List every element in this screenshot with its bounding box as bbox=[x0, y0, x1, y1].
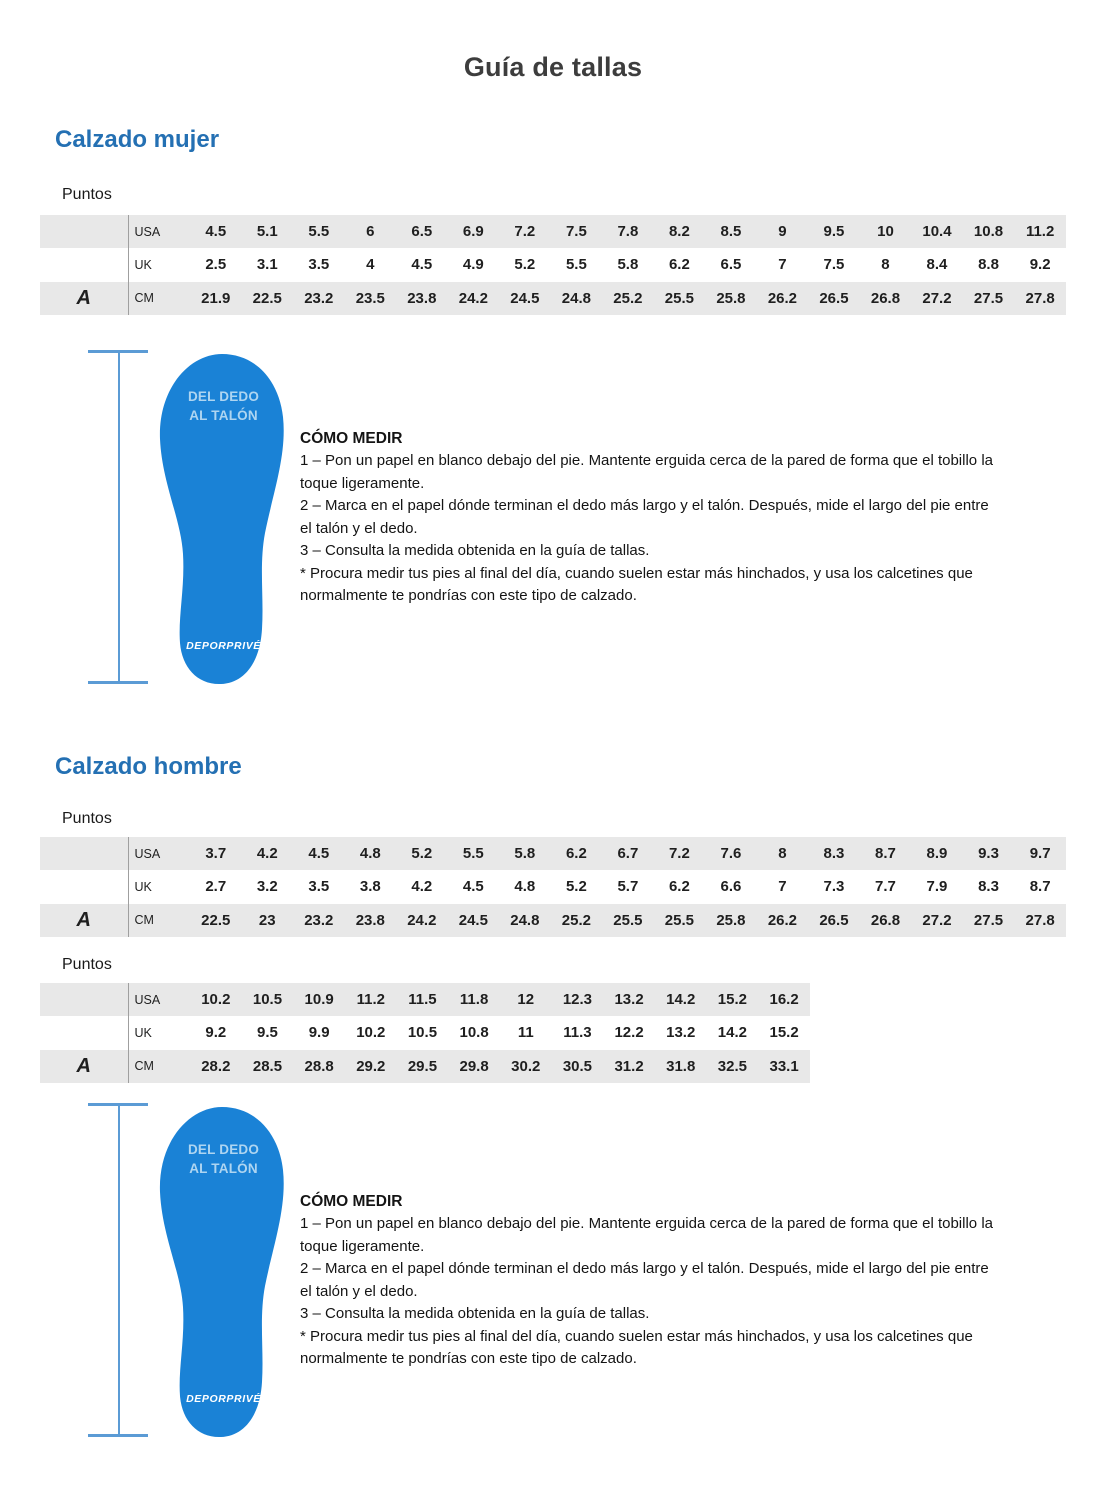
size-value-cell: 11.3 bbox=[563, 1024, 592, 1042]
size-value-cell: 25.8 bbox=[716, 911, 746, 929]
corner-label-a: A bbox=[40, 904, 128, 937]
size-value-cell: 26.5 bbox=[819, 911, 849, 929]
foot-measure-label-line1: DEL DEDO bbox=[187, 1142, 260, 1157]
size-value-cell: 25.2 bbox=[613, 289, 643, 307]
measure-line-vertical bbox=[118, 352, 120, 682]
row-label: UK bbox=[134, 1025, 152, 1040]
size-value-cell: 5.5 bbox=[308, 223, 330, 241]
size-value-cell: 9.9 bbox=[308, 1024, 330, 1042]
size-value-cell: 26.8 bbox=[870, 289, 901, 307]
size-value-cell: 3.5 bbox=[308, 256, 330, 274]
size-value-cell: 10.2 bbox=[356, 1024, 386, 1042]
size-value-cell: 9.5 bbox=[257, 1024, 278, 1042]
size-value-cell: 7.2 bbox=[668, 845, 690, 863]
foot-diagram-mujer bbox=[88, 348, 298, 688]
size-value-cell: 3.1 bbox=[256, 256, 278, 274]
size-value-cell: 8.3 bbox=[823, 845, 845, 863]
size-value-cell: 8 bbox=[778, 845, 787, 863]
size-value-cell: 15.2 bbox=[769, 1024, 799, 1042]
foot-measure-label-line2: AL TALÓN bbox=[189, 1161, 258, 1176]
size-value-cell: 31.8 bbox=[666, 1057, 696, 1075]
size-table-mujer bbox=[40, 215, 1066, 315]
size-value-cell: 13.2 bbox=[614, 991, 644, 1009]
size-value-cell: 24.5 bbox=[458, 911, 488, 929]
foot-measure-label-line2: AL TALÓN bbox=[189, 408, 258, 423]
measure-line-vertical bbox=[118, 1105, 120, 1435]
points-label-mujer: Puntos bbox=[62, 186, 112, 203]
row-label: USA bbox=[134, 846, 161, 861]
size-value-cell: 6.7 bbox=[617, 845, 639, 863]
size-value-cell: 7.7 bbox=[875, 878, 896, 896]
size-value-cell: 23.8 bbox=[407, 289, 437, 307]
size-value-cell: 29.2 bbox=[356, 1057, 386, 1075]
table-row bbox=[40, 904, 1066, 937]
size-value-cell: 9.2 bbox=[1029, 256, 1051, 274]
size-table bbox=[40, 215, 1066, 315]
size-value-cell: 26.5 bbox=[819, 289, 849, 307]
size-value-cell: 8.7 bbox=[875, 845, 896, 863]
foot-diagram-hombre bbox=[88, 1101, 298, 1441]
size-value-cell: 27.5 bbox=[973, 289, 1004, 307]
page-title: Guía de tallas bbox=[463, 52, 643, 82]
row-label: USA bbox=[134, 224, 161, 239]
foot-measure-label bbox=[152, 387, 295, 425]
size-value-cell: 11.8 bbox=[459, 991, 489, 1009]
foot-measure-label bbox=[152, 1140, 295, 1178]
size-value-cell: 7 bbox=[778, 256, 787, 274]
size-value-cell: 9.5 bbox=[823, 223, 845, 241]
size-value-cell: 7.9 bbox=[926, 878, 948, 896]
table-row bbox=[40, 1016, 810, 1049]
size-value-cell: 10.8 bbox=[459, 1024, 489, 1042]
size-value-cell: 10 bbox=[877, 223, 894, 241]
size-value-cell: 7.2 bbox=[514, 223, 536, 241]
size-table-hombre-2 bbox=[40, 983, 810, 1083]
size-value-cell: 25.8 bbox=[716, 289, 746, 307]
corner-label-a: A bbox=[40, 282, 128, 315]
size-value-cell: 6.2 bbox=[565, 845, 587, 863]
size-value-cell: 4.2 bbox=[411, 878, 433, 896]
section-heading-hombre: Calzado hombre bbox=[55, 753, 242, 780]
corner-cell bbox=[40, 983, 128, 1016]
size-value-cell: 8.5 bbox=[720, 223, 742, 241]
table-row bbox=[40, 282, 1066, 315]
size-value-cell: 32.5 bbox=[717, 1057, 747, 1075]
size-value-cell: 4 bbox=[366, 256, 375, 274]
points-label-hombre-2: Puntos bbox=[62, 956, 112, 973]
size-value-cell: 23.2 bbox=[304, 289, 334, 307]
size-value-cell: 8.7 bbox=[1029, 878, 1051, 896]
size-value-cell: 11.2 bbox=[356, 991, 385, 1009]
section-heading-mujer: Calzado mujer bbox=[55, 126, 220, 153]
size-value-cell: 10.8 bbox=[973, 223, 1004, 241]
size-value-cell: 8 bbox=[881, 256, 890, 274]
size-value-cell: 7.6 bbox=[720, 845, 742, 863]
how-to-measure-step-3: 3 – Consulta la medida obtenida en la guía de tallas. bbox=[300, 542, 650, 559]
size-value-cell: 7.3 bbox=[823, 878, 845, 896]
size-value-cell: 4.5 bbox=[462, 878, 484, 896]
size-value-cell: 25.5 bbox=[613, 911, 643, 929]
size-value-cell: 5.1 bbox=[256, 223, 278, 241]
size-value-cell: 25.2 bbox=[561, 911, 591, 929]
corner-cell bbox=[40, 837, 128, 870]
size-value-cell: 4.5 bbox=[308, 845, 330, 863]
size-table bbox=[40, 837, 1066, 937]
size-value-cell: 30.2 bbox=[511, 1057, 541, 1075]
size-value-cell: 5.2 bbox=[411, 845, 433, 863]
size-value-cell: 11 bbox=[517, 1024, 534, 1042]
size-value-cell: 5.2 bbox=[514, 256, 536, 274]
size-value-cell: 12 bbox=[517, 991, 535, 1009]
size-value-cell: 26.2 bbox=[767, 911, 798, 929]
measure-line-bottom-cap bbox=[88, 681, 148, 684]
size-value-cell: 8.8 bbox=[978, 256, 999, 274]
size-value-cell: 16.2 bbox=[769, 991, 799, 1009]
size-value-cell: 24.8 bbox=[561, 289, 591, 307]
size-value-cell: 23 bbox=[258, 911, 276, 929]
size-value-cell: 3.2 bbox=[256, 878, 278, 896]
size-value-cell: 28.8 bbox=[304, 1057, 334, 1075]
size-value-cell: 23.5 bbox=[355, 289, 385, 307]
size-value-cell: 15.2 bbox=[717, 991, 747, 1009]
size-value-cell: 6.5 bbox=[720, 256, 742, 274]
row-label: CM bbox=[134, 913, 154, 928]
size-value-cell: 4.5 bbox=[411, 256, 433, 274]
foot-measure-label-line1: DEL DEDO bbox=[187, 389, 260, 404]
corner-cell bbox=[40, 215, 128, 248]
corner-cell bbox=[40, 248, 128, 281]
table-row bbox=[40, 215, 1066, 248]
size-value-cell: 7 bbox=[778, 878, 787, 896]
size-value-cell: 29.8 bbox=[459, 1057, 489, 1075]
size-value-cell: 10.9 bbox=[304, 991, 334, 1009]
size-value-cell: 5.8 bbox=[514, 845, 536, 863]
size-value-cell: 8.9 bbox=[926, 845, 948, 863]
size-value-cell: 33.1 bbox=[769, 1057, 799, 1075]
size-value-cell: 11.2 bbox=[1025, 223, 1055, 241]
size-value-cell: 11.5 bbox=[408, 991, 437, 1009]
size-value-cell: 24.8 bbox=[510, 911, 540, 929]
size-value-cell: 21.9 bbox=[201, 289, 231, 307]
size-value-cell: 10.5 bbox=[252, 991, 283, 1009]
corner-label-a: A bbox=[40, 1050, 128, 1083]
size-value-cell: 5.2 bbox=[565, 878, 587, 896]
footprint-illustration bbox=[152, 353, 295, 685]
how-to-measure-step-1: 1 – Pon un papel en blanco debajo del pie. Mantente erguida cerca de la pared de forma que el tobillo la toque ligeramente. bbox=[300, 1215, 993, 1255]
size-value-cell: 8.4 bbox=[926, 256, 948, 274]
measure-line-bottom-cap bbox=[88, 1434, 148, 1437]
size-value-cell: 12.2 bbox=[614, 1024, 644, 1042]
brand-logo: DEPORPRIVÉ bbox=[186, 640, 261, 652]
size-value-cell: 22.5 bbox=[201, 911, 231, 929]
size-value-cell: 27.2 bbox=[922, 289, 952, 307]
size-value-cell: 7.5 bbox=[565, 223, 587, 241]
size-value-cell: 3.5 bbox=[308, 878, 330, 896]
size-value-cell: 6.2 bbox=[668, 256, 690, 274]
table-row bbox=[40, 870, 1066, 903]
how-to-measure-heading: CÓMO MEDIR bbox=[300, 430, 403, 447]
size-value-cell: 9.3 bbox=[978, 845, 999, 863]
corner-cell bbox=[40, 1016, 128, 1049]
table-row bbox=[40, 1050, 810, 1083]
size-value-cell: 24.5 bbox=[510, 289, 540, 307]
size-value-cell: 28.2 bbox=[201, 1057, 231, 1075]
size-value-cell: 6.9 bbox=[462, 223, 484, 241]
size-value-cell: 4.8 bbox=[514, 878, 536, 896]
size-value-cell: 9.2 bbox=[205, 1024, 227, 1042]
size-value-cell: 8.2 bbox=[668, 223, 690, 241]
size-table bbox=[40, 983, 810, 1083]
size-value-cell: 12.3 bbox=[562, 991, 593, 1009]
size-table-hombre-1 bbox=[40, 837, 1066, 937]
size-value-cell: 27.8 bbox=[1025, 911, 1055, 929]
size-value-cell: 6.2 bbox=[668, 878, 690, 896]
how-to-measure-mujer bbox=[300, 428, 1003, 608]
size-value-cell: 4.9 bbox=[462, 256, 484, 274]
size-value-cell: 4.2 bbox=[256, 845, 278, 863]
size-value-cell: 27.8 bbox=[1025, 289, 1055, 307]
size-value-cell: 28.5 bbox=[252, 1057, 283, 1075]
row-label: USA bbox=[134, 992, 161, 1007]
size-value-cell: 8.3 bbox=[978, 878, 999, 896]
size-value-cell: 9 bbox=[778, 223, 787, 241]
table-row bbox=[40, 837, 1066, 870]
size-value-cell: 23.8 bbox=[355, 911, 385, 929]
size-value-cell: 5.7 bbox=[617, 878, 639, 896]
row-label: UK bbox=[134, 257, 152, 272]
size-value-cell: 5.8 bbox=[617, 256, 639, 274]
size-value-cell: 7.8 bbox=[617, 223, 639, 241]
size-value-cell: 2.7 bbox=[205, 878, 227, 896]
size-value-cell: 26.2 bbox=[767, 289, 798, 307]
size-value-cell: 31.2 bbox=[614, 1057, 644, 1075]
size-value-cell: 24.2 bbox=[407, 911, 437, 929]
size-value-cell: 10.5 bbox=[407, 1024, 438, 1042]
size-value-cell: 6.6 bbox=[720, 878, 742, 896]
size-value-cell: 29.5 bbox=[407, 1057, 438, 1075]
how-to-measure-heading: CÓMO MEDIR bbox=[300, 1193, 403, 1210]
points-label-hombre-1: Puntos bbox=[62, 810, 112, 827]
size-value-cell: 14.2 bbox=[717, 1024, 747, 1042]
size-value-cell: 27.5 bbox=[973, 911, 1004, 929]
size-value-cell: 13.2 bbox=[666, 1024, 696, 1042]
row-label: CM bbox=[134, 291, 154, 306]
size-value-cell: 30.5 bbox=[562, 1057, 593, 1075]
footprint-illustration bbox=[152, 1106, 295, 1438]
size-value-cell: 3.7 bbox=[205, 845, 227, 863]
how-to-measure-step-1: 1 – Pon un papel en blanco debajo del pie. Mantente erguida cerca de la pared de forma que el tobillo la toque ligeramente. bbox=[300, 452, 993, 492]
size-value-cell: 6 bbox=[366, 223, 375, 241]
size-value-cell: 9.7 bbox=[1029, 845, 1051, 863]
size-value-cell: 23.2 bbox=[304, 911, 334, 929]
how-to-measure-note: * Procura medir tus pies al final del día, cuando suelen estar más hinchados, y usa los calcetines que normalmente te pondrías con este tipo de calzado. bbox=[300, 1327, 973, 1367]
size-value-cell: 6.5 bbox=[411, 223, 433, 241]
how-to-measure-step-2: 2 – Marca en el papel dónde terminan el dedo más largo y el talón. Después, mide el largo del pie entre el talón y el dedo. bbox=[300, 497, 989, 537]
size-value-cell: 5.5 bbox=[565, 256, 587, 274]
how-to-measure-step-3: 3 – Consulta la medida obtenida en la guía de tallas. bbox=[300, 1305, 650, 1322]
size-value-cell: 25.5 bbox=[664, 289, 694, 307]
size-value-cell: 3.8 bbox=[359, 878, 381, 896]
size-value-cell: 25.5 bbox=[664, 911, 694, 929]
table-row bbox=[40, 983, 810, 1016]
row-label: CM bbox=[134, 1059, 154, 1074]
size-value-cell: 4.8 bbox=[359, 845, 381, 863]
size-value-cell: 5.5 bbox=[462, 845, 484, 863]
brand-logo: DEPORPRIVÉ bbox=[186, 1393, 261, 1405]
corner-cell bbox=[40, 870, 128, 903]
size-value-cell: 10.4 bbox=[922, 223, 952, 241]
table-row bbox=[40, 248, 1066, 281]
row-label: UK bbox=[134, 879, 152, 894]
size-value-cell: 2.5 bbox=[205, 256, 227, 274]
how-to-measure-hombre bbox=[300, 1191, 1003, 1371]
size-value-cell: 10.2 bbox=[201, 991, 231, 1009]
size-value-cell: 14.2 bbox=[666, 991, 696, 1009]
size-value-cell: 26.8 bbox=[870, 911, 901, 929]
size-value-cell: 7.5 bbox=[823, 256, 845, 274]
size-value-cell: 22.5 bbox=[252, 289, 282, 307]
how-to-measure-step-2: 2 – Marca en el papel dónde terminan el dedo más largo y el talón. Después, mide el largo del pie entre el talón y el dedo. bbox=[300, 1260, 989, 1300]
size-value-cell: 4.5 bbox=[205, 223, 227, 241]
size-value-cell: 24.2 bbox=[458, 289, 488, 307]
how-to-measure-note: * Procura medir tus pies al final del día, cuando suelen estar más hinchados, y usa los calcetines que normalmente te pondrías con este tipo de calzado. bbox=[300, 564, 973, 604]
size-value-cell: 27.2 bbox=[922, 911, 952, 929]
